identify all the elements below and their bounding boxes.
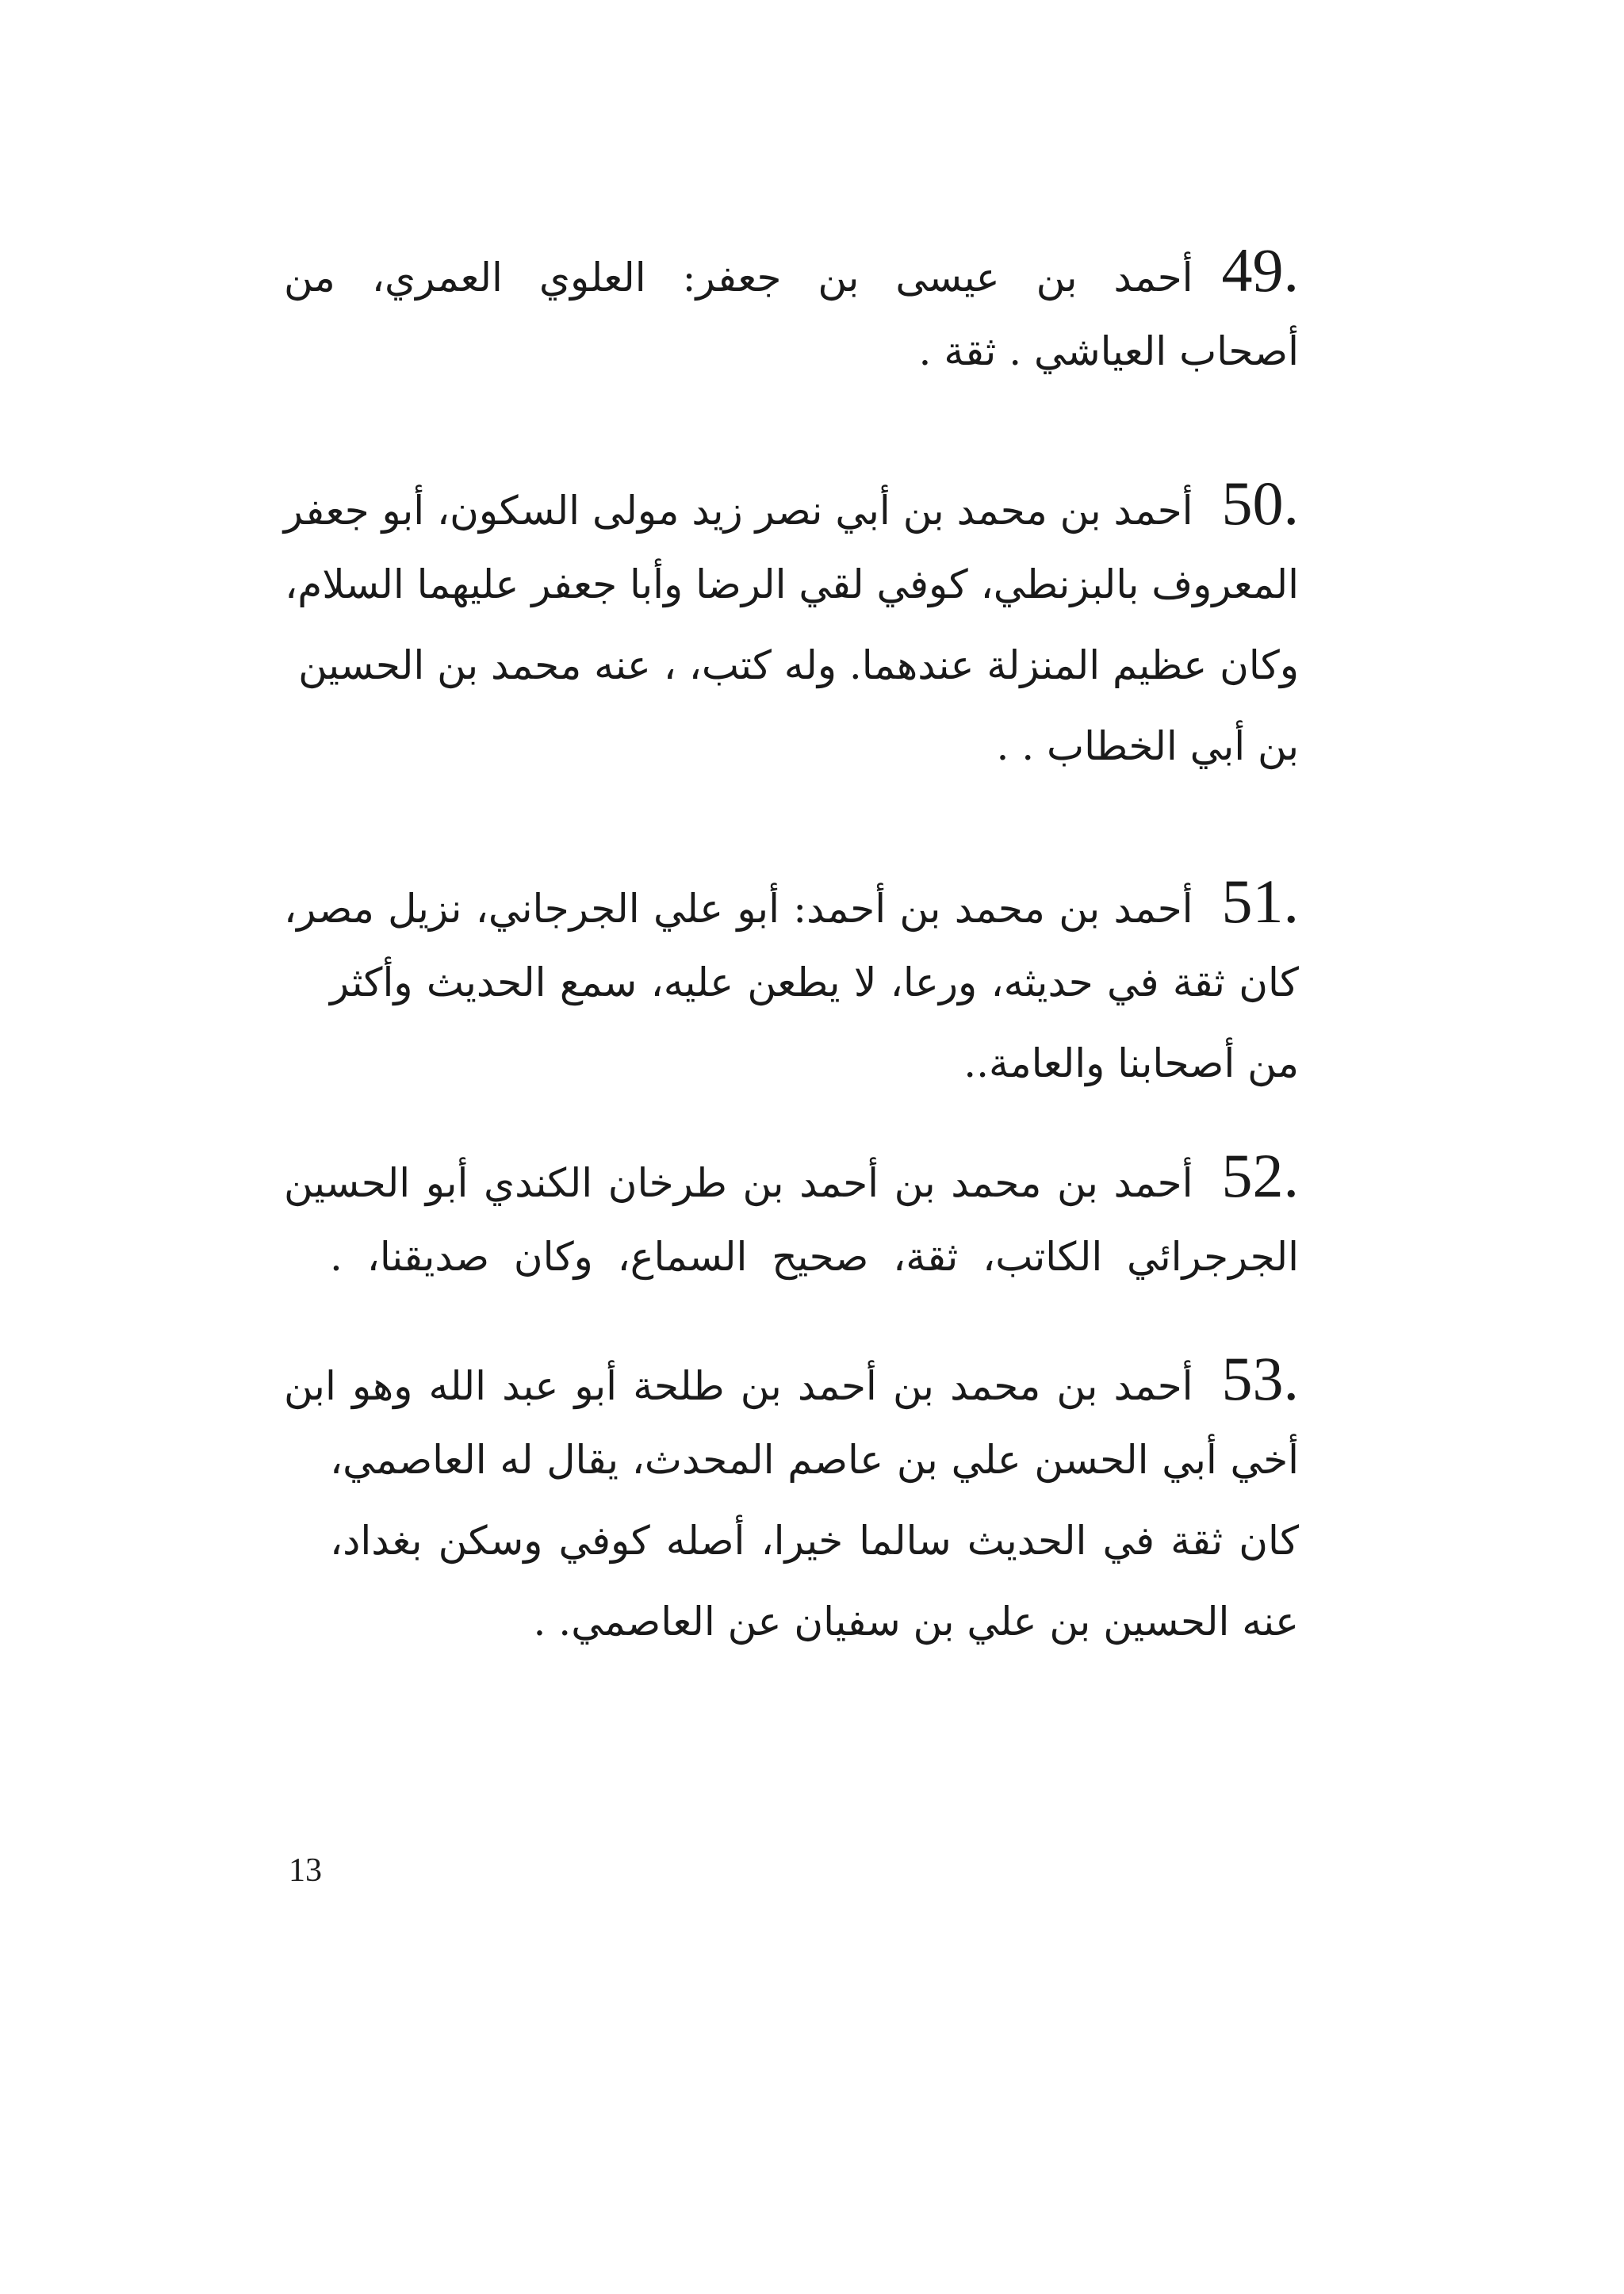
- entry-number: 53.: [1221, 1344, 1299, 1413]
- entry-text-line: وكان عظيم المنزلة عندهما. وله كتب، ، عنه محمد بن الحسين: [298, 642, 1299, 688]
- entry-text-line: أحمد بن محمد بن أحمد بن طرخان الكندي أبو الحسين: [284, 1160, 1193, 1206]
- entry-first-line: [284, 861, 1299, 942]
- entry-text-line: المعروف بالبزنطي، كوفي لقي الرضا وأبا جعفر عليهما السلام،: [285, 561, 1299, 607]
- entry-number: 51.: [1221, 867, 1299, 936]
- entry-text-line: بن أبي الخطاب . .: [996, 723, 1299, 769]
- entry-text-line: أحمد بن محمد بن أحمد بن طلحة أبو عبد الله وهو ابن: [284, 1363, 1193, 1409]
- page-number: 13: [289, 1852, 322, 1889]
- entry-text-line: أحمد بن عيسى بن جعفر: العلوي العمري، من: [284, 255, 1193, 301]
- entry-53: [284, 1338, 1299, 1662]
- entry-first-line: [284, 1338, 1299, 1419]
- entry-49: [284, 230, 1299, 392]
- entry-text-line: من أصحابنا والعامة..: [963, 1040, 1299, 1086]
- entry-text-line: أصحاب العياشي . ثقة .: [918, 328, 1299, 374]
- entry-number: 49.: [1221, 236, 1299, 304]
- entry-text-line: عنه الحسين بن علي بن سفيان عن العاصمي. .: [533, 1599, 1299, 1645]
- entry-text-line: الجرجرائي الكاتب، ثقة، صحيح السماع، وكان صديقنا، .: [330, 1234, 1299, 1280]
- entry-number: 50.: [1221, 469, 1299, 538]
- entry-text-line: أحمد بن محمد بن أحمد: أبو علي الجرجاني، نزيل مصر،: [284, 886, 1193, 932]
- entry-text-line: كان ثقة في الحديث سالما خيرا، أصله كوفي وسكن بغداد،: [330, 1518, 1299, 1564]
- entry-first-line: [284, 1136, 1299, 1216]
- entry-52: [284, 1136, 1299, 1297]
- entry-text-line: كان ثقة في حديثه، ورعا، لا يطعن عليه، سمع الحديث وأكثر: [330, 959, 1299, 1005]
- entry-text-line: أخي أبي الحسن علي بن عاصم المحدث، يقال له العاصمي،: [330, 1437, 1299, 1483]
- entry-51: [284, 861, 1299, 1104]
- entry-text-line: أحمد بن محمد بن أبي نصر زيد مولى السكون، أبو جعفر: [283, 488, 1193, 534]
- entry-number: 52.: [1221, 1141, 1299, 1210]
- entry-first-line: [284, 230, 1299, 311]
- entry-50: [284, 463, 1299, 787]
- entry-first-line: [284, 463, 1299, 544]
